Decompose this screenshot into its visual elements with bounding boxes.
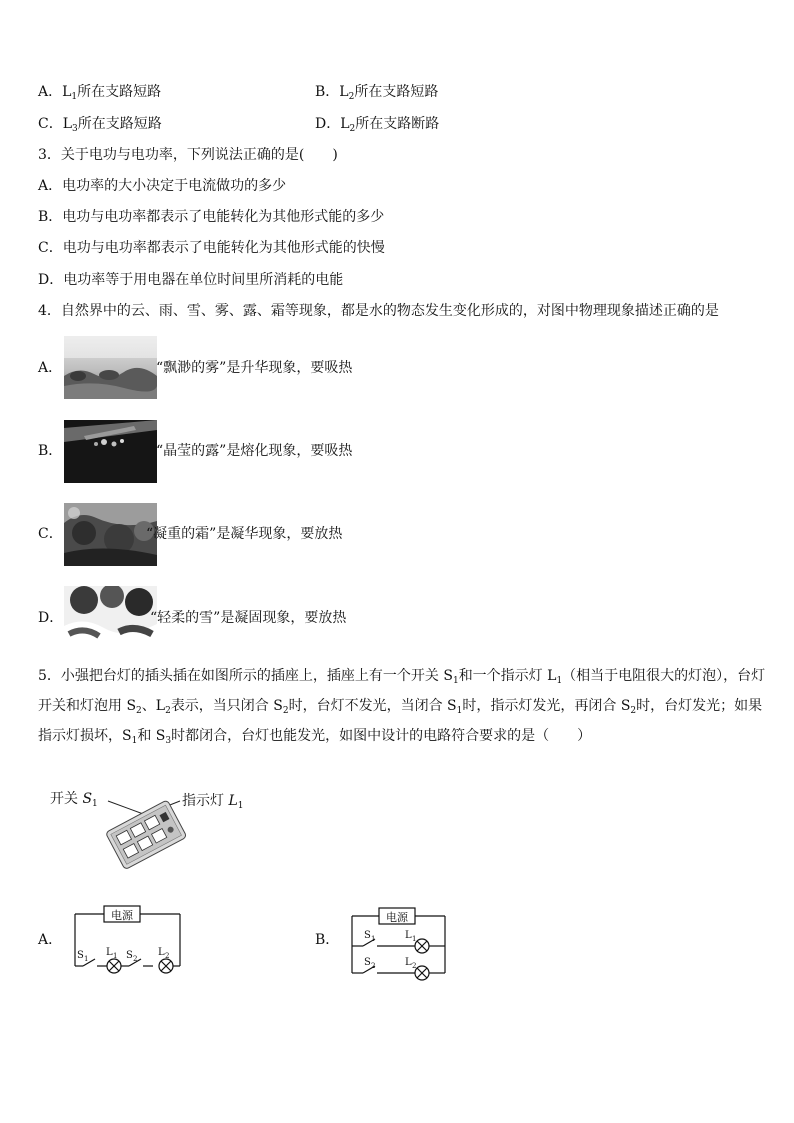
frost-photo [64,503,157,566]
q4-option-d-label[interactable]: D． [38,610,64,626]
svg-text:2: 2 [412,962,417,970]
power-strip-drawing [50,785,260,870]
svg-text:电源: 电源 [386,911,408,924]
q3-option-c[interactable]: C．电功与电功率都表示了电能转化为其他形式能的快慢 [38,240,385,256]
q4-option-d-text: “轻柔的雪”是凝固现象，要放热 [150,610,347,626]
svg-text:1: 1 [412,935,417,943]
indicator-label: 指示灯 $L_1$ [182,793,244,811]
power-strip-figure [50,785,260,870]
svg-text:S: S [364,957,371,968]
q4-option-c-label[interactable]: C． [38,526,63,542]
svg-text:L: L [405,930,412,941]
q5-option-b-label[interactable]: B． [315,932,340,948]
svg-text:L: L [106,947,113,958]
q4-stem: 4．自然界中的云、雨、雪、雾、露、霜等现象，都是水的物态发生变化形成的，对图中物理现象描述正确的是 [38,303,719,319]
circuit-a[interactable] [70,900,190,980]
q2-option-c[interactable]: C．$L_3$所在支路短路 [38,116,162,134]
svg-text:S: S [77,950,84,961]
q5-stem-line1: 5．小强把台灯的插头插在如图所示的插座上，插座上有一个开关 $S_1$和一个指示灯 $L_1$（相当于电阻很大的灯泡），台灯 [38,668,766,686]
svg-text:1: 1 [84,955,89,963]
q3-option-a[interactable]: A．电功率的大小决定于电流做功的多少 [38,178,287,194]
q5-stem-line3: 指示灯损坏，$S_1$和 $S_3$时都闭合，台灯也能发光，如图中设计的电路符合要求的是（ ） [38,728,592,746]
circuit-b[interactable] [345,900,455,982]
switch-label: 开关 $S_1$ [50,791,98,809]
svg-text:L: L [405,957,412,968]
svg-text:2: 2 [371,962,376,970]
svg-text:1: 1 [371,935,376,943]
q4-option-b-label[interactable]: B． [38,443,63,459]
snow-photo [64,586,157,649]
svg-text:2: 2 [133,955,138,963]
fog-photo [64,336,157,399]
q4-option-a-label[interactable]: A． [38,360,63,376]
q4-option-a-text: “飘渺的雾”是升华现象，要吸热 [156,360,353,376]
svg-text:1: 1 [113,952,118,960]
q2-option-d[interactable]: D．$L_2$所在支路断路 [315,116,440,134]
q4-option-c-text: “凝重的霜”是凝华现象，要放热 [146,526,343,542]
q2-option-a[interactable]: A．$L_1$所在支路短路 [38,84,162,102]
q5-option-a-label[interactable]: A． [38,932,63,948]
dew-photo [64,420,157,483]
q4-option-b-text: “晶莹的露”是熔化现象，要吸热 [156,443,353,459]
svg-text:2: 2 [165,952,170,960]
svg-text:S: S [126,950,133,961]
q2-option-b[interactable]: B．$L_2$所在支路短路 [315,84,439,102]
q3-option-d[interactable]: D．电功率等于用电器在单位时间里所消耗的电能 [38,272,344,288]
svg-text:S: S [364,930,371,941]
q5-stem-line2: 开关和灯泡用 $S_2$、$L_2$表示，当只闭合 $S_2$时，台灯不发光，当闭合 $S_1$时，指示灯发光，再闭合 $S_2$时，台灯发光；如果 [38,698,763,716]
svg-text:L: L [158,947,165,958]
svg-text:电源: 电源 [111,909,133,922]
q3-stem: 3．关于电功与电功率，下列说法正确的是( ) [38,147,338,163]
q3-option-b[interactable]: B．电功与电功率都表示了电能转化为其他形式能的多少 [38,209,385,225]
